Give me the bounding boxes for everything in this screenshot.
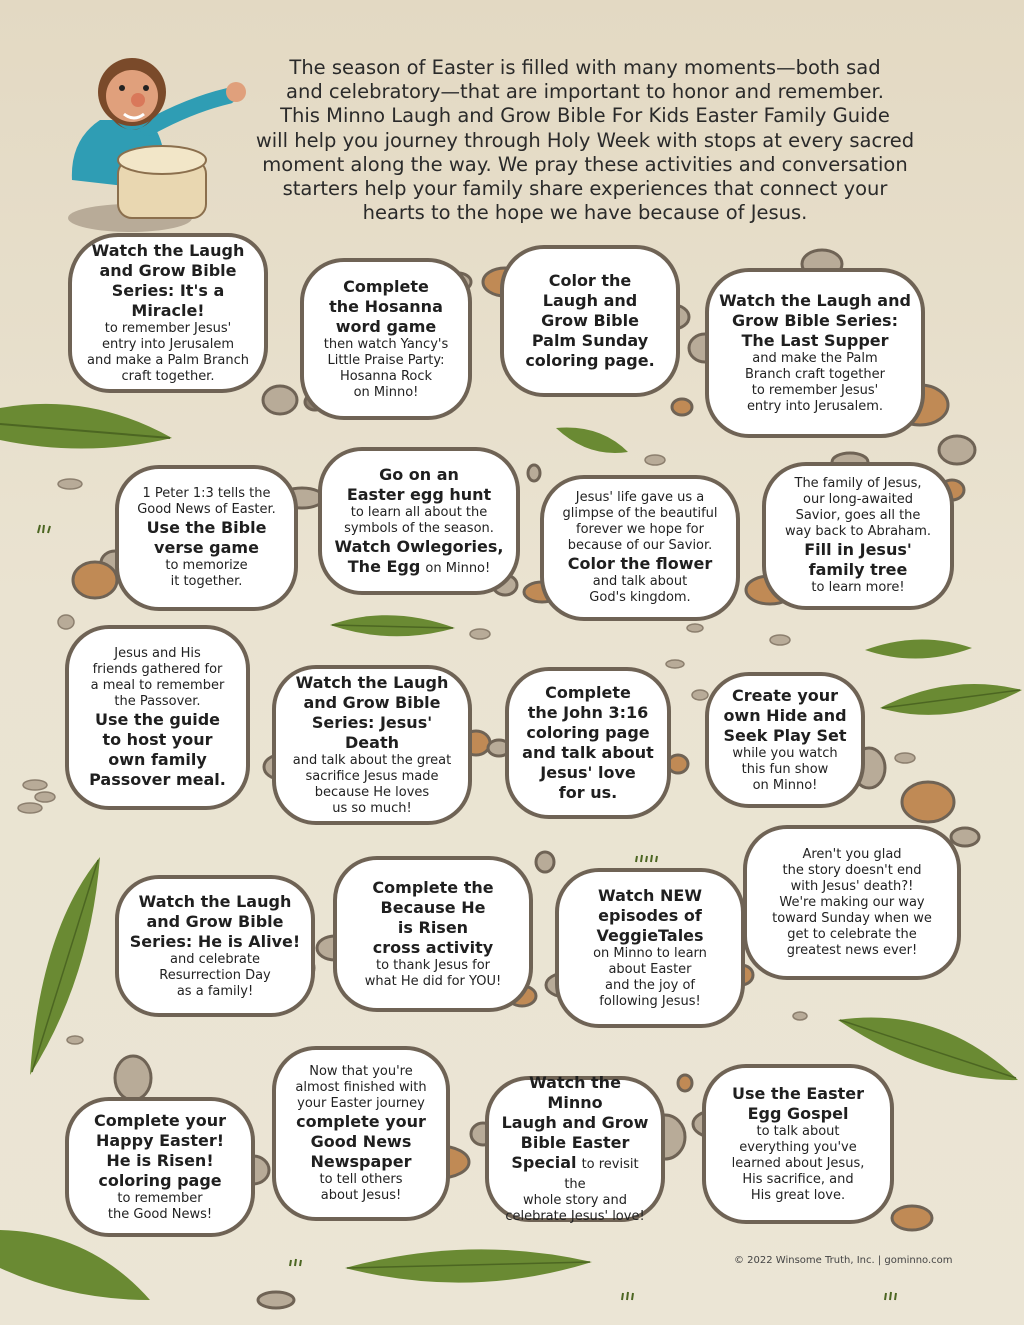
activity-card-veggietales: [555, 868, 745, 1028]
card-text: Watch the Laugh: [138, 892, 292, 911]
card-text: Use the guide: [94, 709, 221, 729]
card-text: Fill in Jesus': [804, 540, 912, 559]
card-text: own family: [108, 749, 207, 769]
card-text: Jesus' love: [540, 763, 636, 782]
palm-leaf-icon: [880, 684, 1022, 715]
card-text: Create your: [731, 686, 839, 705]
card-text: coloring page: [526, 723, 650, 742]
card-text: to thank Jesus for: [375, 958, 490, 973]
intro-paragraph: [240, 56, 930, 225]
activity-card-bible-verse-game: [115, 465, 298, 611]
activity-card-happy-easter-coloring: [65, 1097, 255, 1237]
activity-card-jesus-death: [272, 665, 472, 825]
card-text: Watch the Laugh: [295, 673, 449, 692]
card-text: and make the Palm: [752, 351, 878, 366]
card-text: and Grow Bible: [146, 912, 284, 931]
card-text: Use the Easter: [731, 1084, 865, 1103]
card-text: and make a Palm Branch: [87, 353, 249, 368]
card-text: Little Praise Party:: [327, 353, 445, 368]
activity-card-because-he-is-risen: [333, 856, 533, 1012]
card-text: Grow Bible Series:: [732, 311, 898, 330]
intro-line: The season of Easter is filled with many moments—both sad: [289, 56, 881, 79]
card-text: and the joy of: [605, 978, 695, 993]
card-text: to talk about: [756, 1124, 840, 1139]
card-text: the John 3:16: [527, 703, 649, 722]
card-text: Laugh and: [542, 291, 638, 310]
card-text: with Jesus' death?!: [790, 878, 914, 894]
card-text: on Minno!: [425, 561, 491, 576]
palm-leaf-icon: [556, 428, 628, 454]
card-text: Because He: [380, 898, 486, 917]
card-text: about Easter: [608, 962, 692, 977]
palm-leaf-icon: [345, 1249, 592, 1282]
card-text: following Jesus!: [599, 994, 701, 1009]
activity-card-easter-egg-hunt: [318, 447, 520, 595]
card-text: to tell others: [319, 1171, 403, 1187]
card-text: toward Sunday when we: [772, 910, 932, 926]
activity-card-color-the-flower: [540, 475, 740, 621]
card-text: as a family!: [176, 984, 254, 999]
activity-card-good-news-newspaper: [272, 1046, 450, 1221]
card-text: God's kingdom.: [589, 590, 691, 605]
card-text: We're making our way: [779, 894, 925, 910]
card-text-line: [348, 557, 490, 577]
card-text: on Minno!: [752, 778, 818, 793]
card-text: to learn more!: [811, 580, 905, 595]
card-text: Series: Jesus' Death: [311, 713, 433, 752]
card-text: Color the: [548, 271, 632, 290]
card-text: to memorize: [165, 558, 248, 573]
card-text: celebrate Jesus' love!: [505, 1209, 645, 1224]
activity-card-greatest-news: [743, 825, 961, 980]
card-text: and celebrate: [169, 952, 260, 967]
card-text: 1 Peter 1:3 tells the: [142, 486, 271, 501]
card-text: for us.: [558, 783, 618, 802]
card-text: friends gathered for: [92, 661, 223, 677]
card-text: Now that you're: [309, 1063, 413, 1079]
card-text: word game: [335, 317, 437, 336]
card-text: the Good News!: [107, 1207, 213, 1222]
card-text: because of our Savior.: [567, 538, 713, 553]
card-text: the Passover.: [114, 693, 201, 709]
palm-leaf-icon: [865, 639, 972, 658]
card-text: greatest news ever!: [786, 942, 918, 958]
activity-card-easter-special: [485, 1073, 665, 1224]
card-text: Watch Owlegories,: [334, 537, 504, 556]
card-text: about Jesus!: [320, 1187, 402, 1203]
card-text: episodes of: [598, 906, 702, 925]
card-text: almost finished with: [295, 1079, 427, 1095]
card-text: Egg Gospel: [747, 1104, 849, 1123]
card-text: Hosanna Rock: [339, 369, 433, 384]
card-text: Complete: [545, 683, 631, 702]
card-text: Color the flower: [567, 554, 713, 573]
card-text: way back to Abraham.: [784, 524, 932, 539]
card-text: Use the Bible: [146, 518, 267, 537]
card-text: this fun show: [741, 762, 829, 777]
card-text: Watch the Minno: [529, 1073, 621, 1112]
card-text: Complete the: [372, 878, 494, 897]
intro-line: starters help your family share experiences that connect your: [282, 177, 888, 201]
card-text: Watch the Laugh and: [719, 291, 911, 310]
card-text: Aren't you glad: [802, 846, 902, 862]
card-text: Easter egg hunt: [346, 485, 492, 504]
card-text: it together.: [170, 574, 243, 589]
palm-leaf-icon: [30, 857, 100, 1075]
card-text: glimpse of the beautiful: [562, 506, 718, 521]
intro-line: hearts to the hope we have because of Jesus.: [362, 201, 808, 225]
card-text: own Hide and: [723, 706, 847, 725]
intro-line: moment along the way. We pray these activities and conversation: [262, 152, 908, 176]
card-text: Palm Sunday: [531, 331, 649, 350]
card-text: Jesus and His: [114, 645, 201, 661]
card-text: and talk about: [592, 574, 688, 589]
card-text: us so much!: [332, 801, 412, 816]
card-text: to learn all about the: [350, 505, 488, 520]
card-text: to remember Jesus': [751, 383, 879, 398]
intro-line: will help you journey through Holy Week with stops at every sacred: [255, 128, 915, 152]
card-text: Good News: [310, 1131, 412, 1151]
card-text: Grow Bible: [541, 311, 639, 330]
card-text: Series: It's a Miracle!: [111, 281, 225, 320]
card-text: Go on an: [379, 465, 459, 484]
card-text: Happy Easter!: [95, 1131, 225, 1150]
card-text: Savior, goes all the: [795, 508, 921, 523]
card-text: Seek Play Set: [723, 726, 847, 745]
card-text: learned about Jesus,: [731, 1156, 865, 1171]
intro-line: and celebratory—that are important to honor and remember.: [286, 80, 884, 104]
activity-card-hide-and-seek: [705, 672, 865, 808]
activity-card-hosanna-word-game: [300, 258, 472, 420]
card-text: symbols of the season.: [344, 521, 494, 536]
card-text: our long-awaited: [803, 492, 913, 507]
card-text: then watch Yancy's: [323, 337, 449, 352]
card-text: and Grow Bible: [99, 261, 237, 280]
card-text: entry into Jerusalem.: [746, 399, 884, 414]
card-text: everything you've: [739, 1140, 857, 1155]
card-text: on Minno!: [353, 385, 419, 400]
card-text: get to celebrate the: [787, 926, 917, 942]
card-text: to host your: [102, 729, 213, 749]
card-text: on Minno to learn: [593, 946, 707, 961]
activity-card-he-is-alive: [115, 875, 315, 1017]
card-text: The Egg: [347, 557, 421, 576]
card-text: Complete your: [94, 1111, 226, 1130]
activity-card-its-a-miracle: [68, 233, 268, 393]
card-text: Special: [511, 1153, 577, 1172]
card-text: Jesus' life gave us a: [575, 490, 705, 505]
card-text: sacrifice Jesus made: [305, 769, 439, 784]
intro-line: This Minno Laugh and Grow Bible For Kids Easter Family Guide: [280, 104, 890, 128]
card-text: VeggieTales: [596, 926, 704, 945]
card-text: Watch the Laugh: [91, 241, 245, 260]
card-text: He is Risen!: [106, 1151, 214, 1170]
card-text: Branch craft together: [744, 367, 885, 382]
card-text: The family of Jesus,: [794, 476, 922, 491]
card-text: to remember Jesus': [104, 321, 232, 336]
palm-leaf-icon: [0, 1230, 150, 1300]
card-text: the story doesn't end: [782, 862, 922, 878]
card-text: Series: He is Alive!: [129, 932, 301, 951]
card-text: complete your: [296, 1111, 426, 1131]
card-text: coloring page.: [525, 351, 655, 370]
card-text: what He did for YOU!: [364, 974, 502, 989]
card-text: verse game: [154, 538, 259, 557]
card-text: and talk about the great: [292, 753, 452, 768]
card-text: Good News of Easter.: [137, 502, 276, 517]
card-text: and talk about: [522, 743, 654, 762]
card-text: Resurrection Day: [159, 968, 271, 983]
activity-card-palm-sunday-coloring: [500, 245, 680, 397]
card-text-line: [499, 1153, 651, 1193]
card-text: His sacrifice, and: [742, 1172, 854, 1187]
card-text: and Grow Bible: [303, 693, 441, 712]
card-text: whole story and: [522, 1193, 628, 1208]
palm-leaf-icon: [0, 404, 172, 449]
card-text: while you watch: [732, 746, 838, 761]
card-text: The Last Supper: [741, 331, 889, 350]
activity-card-easter-egg-gospel: [702, 1064, 894, 1224]
card-text: craft together.: [121, 369, 215, 384]
card-text: coloring page: [98, 1171, 222, 1190]
card-text: Laugh and Grow: [501, 1113, 649, 1132]
card-text: family tree: [808, 560, 908, 579]
activity-card-john-3-16: [505, 667, 671, 819]
card-text: because He loves: [314, 785, 430, 800]
card-text: to remember: [117, 1191, 203, 1206]
card-text: Bible Easter: [520, 1133, 630, 1152]
card-text: Newspaper: [310, 1151, 412, 1171]
card-text: entry into Jerusalem: [102, 337, 234, 352]
card-text: cross activity: [372, 938, 494, 957]
card-text: forever we hope for: [576, 522, 704, 537]
card-text: to revisit the: [564, 1157, 639, 1192]
activity-card-passover-meal: [65, 625, 250, 810]
copyright-footer: © 2022 Winsome Truth, Inc. | gominno.com: [734, 1255, 953, 1266]
card-text: Passover meal.: [89, 769, 226, 789]
card-text: His great love.: [750, 1188, 846, 1203]
card-text: Watch NEW: [598, 886, 702, 905]
jesus-character-illustration: [68, 58, 246, 232]
card-text: Complete: [343, 277, 429, 296]
activity-card-last-supper: [705, 268, 925, 438]
palm-leaf-icon: [330, 615, 455, 636]
card-text: your Easter journey: [297, 1095, 425, 1111]
activity-card-family-tree: [762, 462, 954, 610]
card-text: is Risen: [397, 918, 469, 937]
card-text: the Hosanna: [329, 297, 443, 316]
card-text: a meal to remember: [90, 677, 225, 693]
